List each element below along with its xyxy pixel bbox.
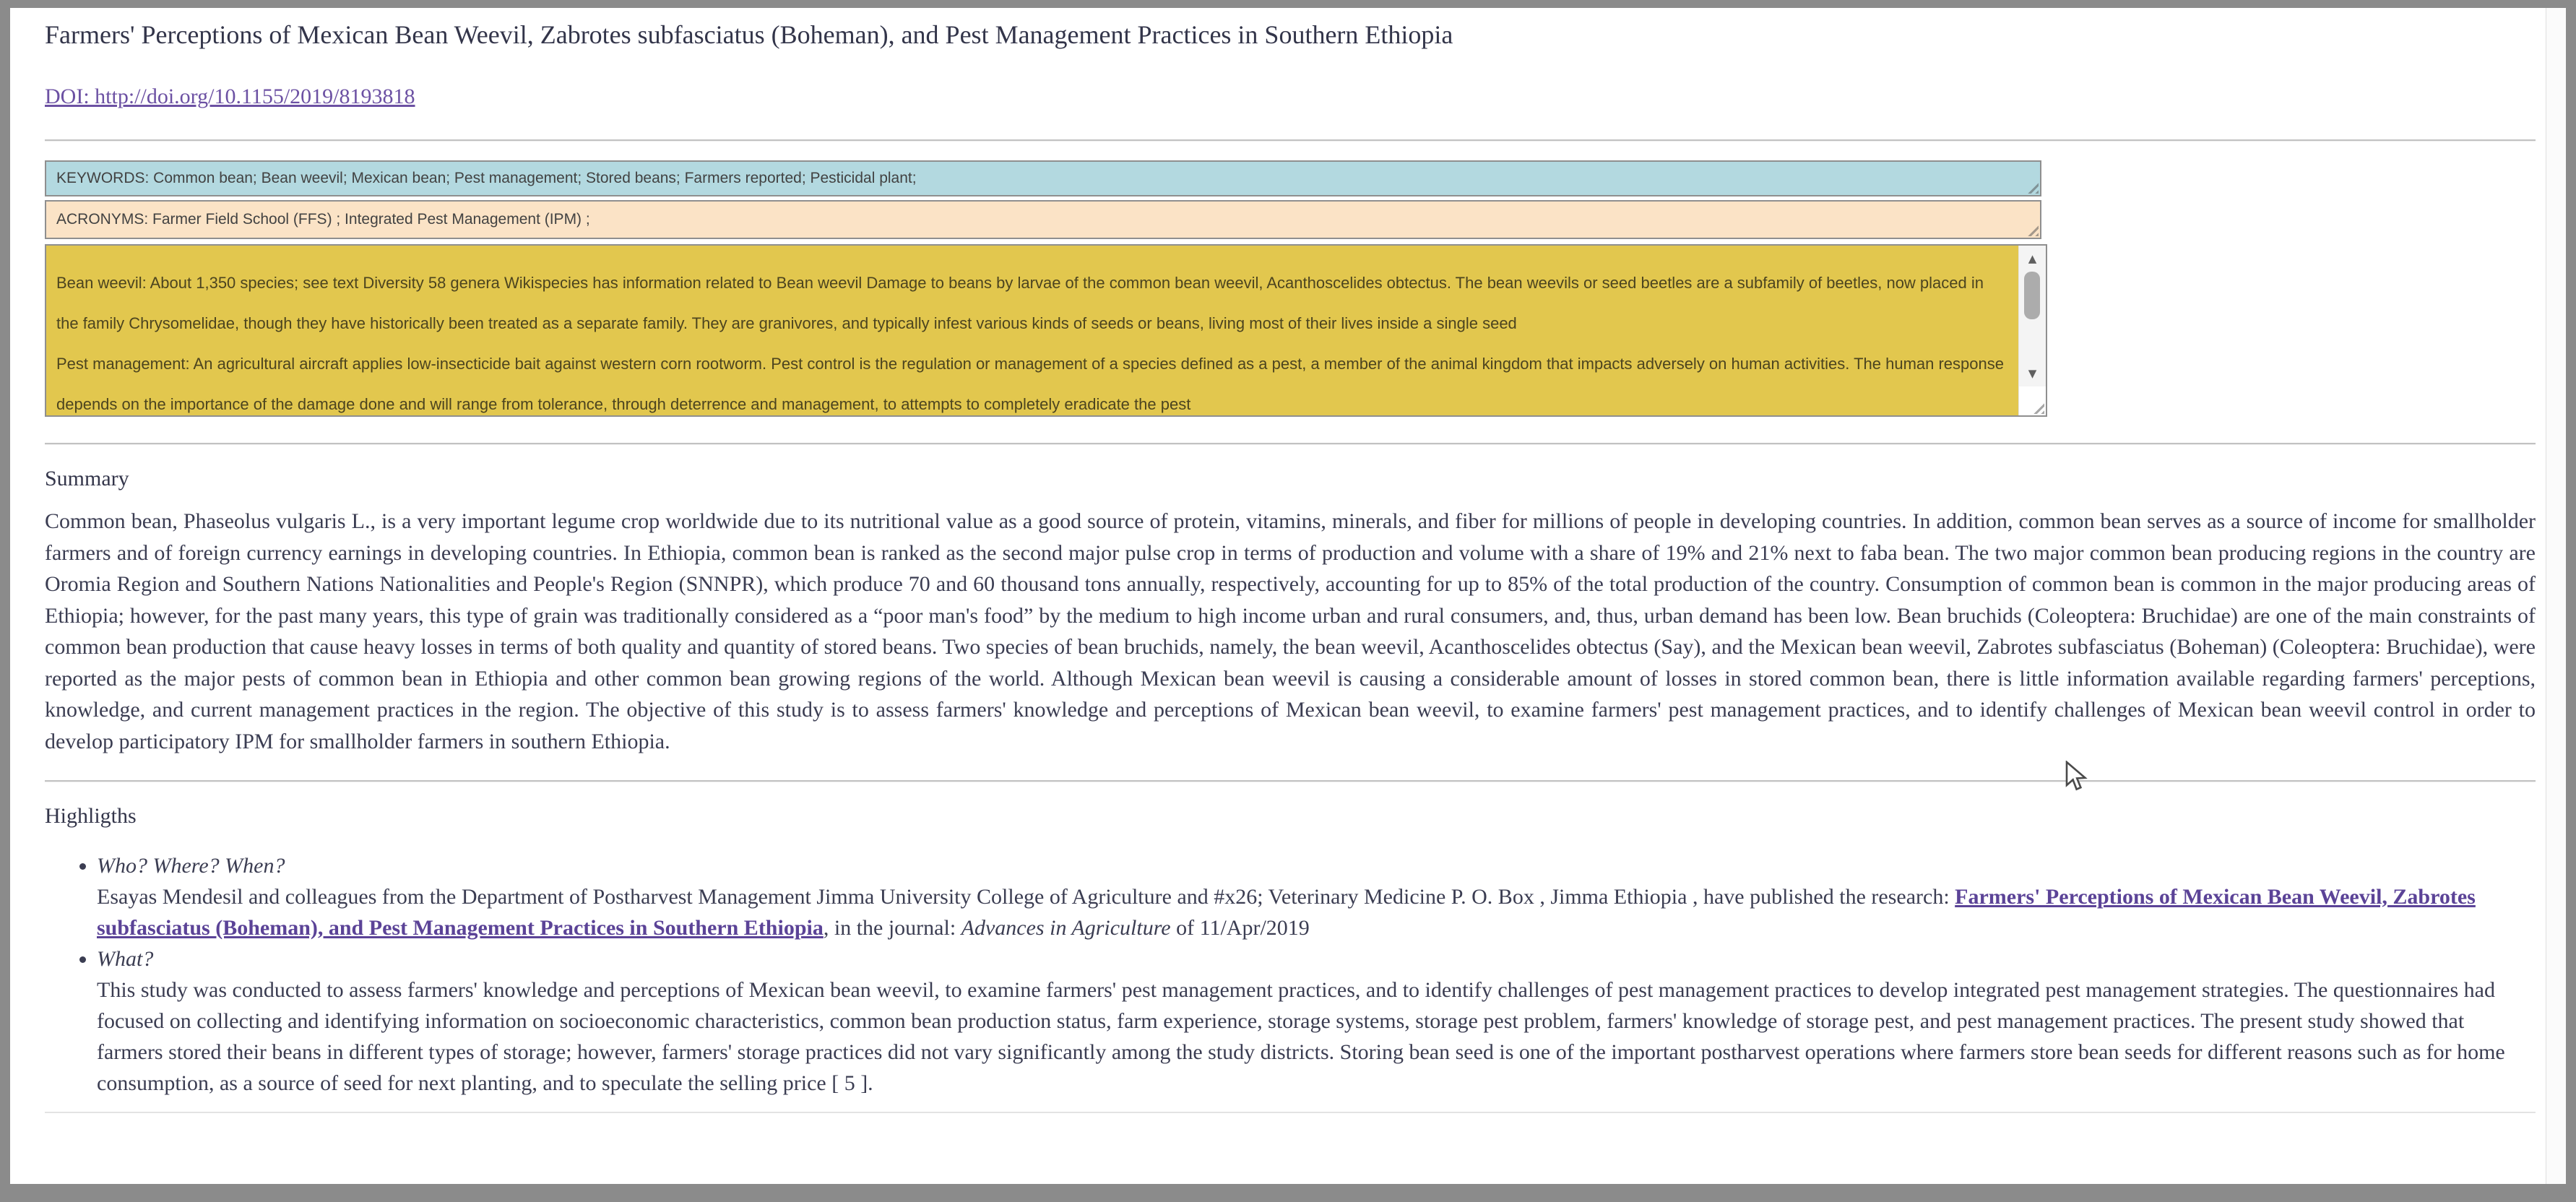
definition-pest-management: Pest management: An agricultural aircraft applies low-insecticide bait against western corn rootworm. Pest control is the regulation or management of a species defined as a pest, a member of the animal kingdom that impacts adversely on human activities. The human response depends on the importance of the damage done and will range from tolerance, through deterrence and management, to attempts to completely eradicate the pest — [56, 355, 2004, 413]
highlight-text: of 11/Apr/2019 — [1170, 916, 1310, 940]
scroll-up-icon[interactable]: ▲ — [2028, 252, 2037, 265]
highlight-text: , in the journal: — [823, 916, 961, 940]
scrollbar-track[interactable] — [2019, 272, 2046, 360]
summary-text: Common bean, Phaseolus vulgaris L., is a very important legume crop worldwide due to its nutritional value as a good source of protein, vitamins, minerals, and fiber for millions of people in developing countries. In addition, common bean serves as a source of income for smallholder farmers and of foreign currency earnings in developing countries. In Ethiopia, common bean is ranked as the second major pulse crop in terms of production and volume with a share of 19% and 21% next to faba bean. The two major common bean producing regions in the country are Oromia Region and Southern Nations Nationalities and People's Region (SNNPR), which produce 70 and 60 thousand tons annually, respectively, accounting for up to 85% of the total production of the country. Consumption of common bean is common in the major producing areas of Ethiopia; however, for the past many years, this type of grain was traditionally considered as a “poor man's food” by the medium to high income urban and rural consumers, and, thus, urban demand has been low. Bean bruchids (Coleoptera: Bruchidae) are one of the main constraints of common bean production that cause heavy losses in terms of both quality and quantity of stored beans. Two species of bean bruchids, namely, the bean weevil, Acanthoscelides obtectus (Say), and the Mexican bean weevil, Zabrotes subfasciatus (Boheman) (Coleoptera: Bruchidae), were reported as the major pests of common bean in Ethiopia and other common bean growing regions of the world. Although Mexican bean weevil is causing a considerable amount of losses in stored common bean, there is little information available regarding farmers' perceptions, knowledge, and current management practices in the region. The objective of this study is to assess farmers' knowledge and perceptions of Mexican bean weevil, to examine farmers' pest management practices, and to identify challenges of Mexican bean weevil control in order to develop participatory IPM for smallholder farmers in southern Ethiopia. — [45, 509, 2536, 753]
research-title-link[interactable]: Farmers' Perceptions of Mexican Bean Weevil, Zabrotes subfasciatus (Boheman), and Pest Management Practices in Southern Ethiopia — [97, 885, 2476, 940]
highlights-list — [45, 850, 2536, 1099]
resize-grip-icon[interactable] — [2024, 222, 2039, 236]
acronyms-text: ACRONYMS: Farmer Field School (FFS) ; Integrated Pest Management (IPM) ; — [56, 211, 590, 228]
page-content — [10, 20, 2566, 1184]
keywords-text: KEYWORDS: Common bean; Bean weevil; Mexican bean; Pest management; Stored beans; Farmers reported; Pesticidal plant; — [56, 170, 917, 186]
scroll-down-icon[interactable]: ▼ — [2028, 367, 2037, 380]
list-item-who-where-when — [97, 850, 2536, 943]
divider — [45, 1112, 2536, 1113]
divider — [45, 443, 2536, 445]
definitions-textarea[interactable] — [45, 244, 2047, 417]
resize-grip-icon[interactable] — [2024, 179, 2039, 194]
scrollbar-corner — [2019, 386, 2046, 415]
definition-bean-weevil: Bean weevil: About 1,350 species; see text Diversity 58 genera Wikispecies has information related to Bean weevil Damage to beans by larvae of the common bean weevil, Acanthoscelides obtectus. The bean weevils or seed beetles are a subfamily of beetles, now placed in the family Chrysomelidae, though they have historically been treated as a separate family. They are granivores, and typically infest various kinds of seeds or beans, living most of their lives inside a single seed — [56, 274, 1984, 332]
highlight-text: This study was conducted to assess farmers' knowledge and perceptions of Mexican bean weevil, to examine farmers' pest management practices, and to identify challenges of pest management practices to develop integrated pest management strategies. The questionnaires had focused on collecting and identifying information on socioeconomic characteristics, common bean production status, farm experience, storage systems, storage pest problem, farmers' knowledge of storage pest, and pest management practices. The present study showed that farmers stored their beans in different types of storage; however, farmers' storage practices did not vary significantly among the study districts. Storing bean seed is one of the important postharvest operations where farmers store bean seeds for different reasons such as for home consumption, as a source of seed for next planting, and to speculate the selling price [ 5 ]. — [97, 978, 2505, 1095]
highlight-label: • Who? Where? When? — [97, 854, 285, 878]
highlight-label: • What? — [97, 947, 154, 971]
highlight-body — [97, 881, 2536, 943]
highlight-text: Esayas Mendesil and colleagues from the Department of Postharvest Management Jimma University College of Agriculture and #x26; Veterinary Medicine P. O. Box , Jimma Ethiopia , have published the research: — [97, 885, 1955, 909]
definitions-scrollbar[interactable] — [2018, 246, 2046, 415]
resize-grip-icon[interactable] — [2030, 399, 2044, 414]
doi-link[interactable]: DOI: http://doi.org/10.1155/2019/8193818 — [45, 85, 415, 108]
divider — [45, 139, 2536, 142]
scrollbar-thumb[interactable] — [2024, 272, 2040, 319]
journal-name: Advances in Agriculture — [961, 916, 1171, 940]
divider — [45, 780, 2536, 782]
document-page — [10, 8, 2566, 1184]
highlights-heading: Highligths — [45, 804, 137, 828]
acronyms-textarea[interactable] — [45, 200, 2041, 239]
summary-heading: Summary — [45, 467, 129, 490]
definitions-text — [46, 246, 2019, 415]
page-title: Farmers' Perceptions of Mexican Bean Weevil, Zabrotes subfasciatus (Boheman), and Pest Management Practices in Southern Ethiopia — [45, 20, 1453, 49]
list-item-what — [97, 943, 2536, 1099]
keywords-textarea[interactable] — [45, 160, 2041, 196]
